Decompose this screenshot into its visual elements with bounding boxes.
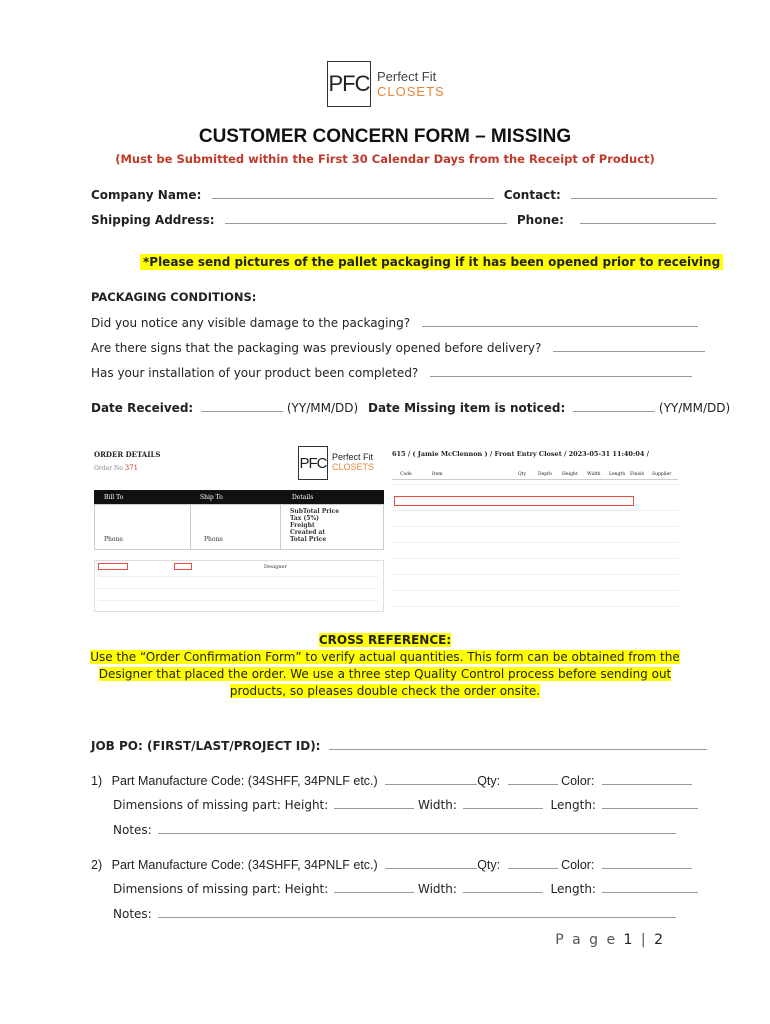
company-label: Company Name: — [91, 188, 202, 202]
job-po-field[interactable] — [329, 738, 707, 750]
date-missing-label: Date Missing item is noticed: — [368, 401, 566, 415]
shipping-field[interactable] — [225, 212, 507, 224]
company-logo — [327, 60, 445, 108]
subtotal-label: SubTotal Price — [290, 508, 340, 515]
footer-page: 1 — [623, 932, 635, 948]
job-po-label: JOB PO: (FIRST/LAST/PROJECT ID): — [91, 739, 321, 753]
item2-color-field[interactable] — [602, 857, 692, 869]
footer-prefix: P a g e — [555, 932, 618, 948]
ship-to-header: Ship To — [200, 494, 223, 501]
footer-separator: | — [640, 932, 648, 948]
date-received-field[interactable] — [201, 400, 283, 412]
item1-color-field[interactable] — [602, 773, 692, 785]
packaging-q3-field[interactable] — [430, 365, 692, 377]
xref-title: CROSS REFERENCE: — [318, 633, 452, 647]
shipping-label: Shipping Address: — [91, 213, 215, 227]
item2-notes-label: Notes: — [113, 907, 152, 921]
closet-header: 615 / ( Jamie McClennon ) / Front Entry Closet / 2023-05-31 11:40:04 / — [392, 450, 650, 458]
date-missing-field[interactable] — [573, 400, 655, 412]
col-length: Length — [609, 472, 626, 477]
packaging-q3: Has your installation of your product been completed? — [91, 366, 419, 380]
form-subtitle: (Must be Submitted within the First 30 Calendar Days from the Receipt of Product) — [115, 152, 655, 166]
total-label: Total Price — [290, 536, 327, 543]
logo-line2: CLOSETS — [377, 84, 445, 99]
item2-code-field[interactable] — [385, 857, 477, 869]
col-depth: Depth — [538, 472, 552, 477]
closet-order-sample — [392, 440, 678, 612]
item1-length-label: Length: — [550, 798, 596, 812]
item2-width-field[interactable] — [463, 881, 543, 893]
logo-mark: PFC — [327, 61, 371, 107]
item1-notes-field[interactable] — [158, 822, 676, 834]
item1-notes-label: Notes: — [113, 823, 152, 837]
order-details-sample — [90, 440, 388, 612]
ship-phone: Phone — [204, 536, 223, 543]
packaging-q1: Did you notice any visible damage to the packaging? — [91, 316, 411, 330]
item2-dim-label: Dimensions of missing part: Height: — [113, 882, 329, 896]
packaging-q1-field[interactable] — [422, 315, 698, 327]
item1-width-label: Width: — [417, 798, 457, 812]
item1-code-field[interactable] — [385, 773, 477, 785]
item1-number: 1) — [91, 774, 103, 788]
col-item: Item — [432, 472, 443, 477]
item1-height-field[interactable] — [334, 797, 414, 809]
packaging-q2: Are there signs that the packaging was previously opened before delivery? — [91, 341, 542, 355]
col-code: Code — [400, 472, 412, 477]
sample-logo-line1: Perfect Fit — [332, 452, 374, 463]
phone-label: Phone: — [516, 213, 564, 227]
packaging-q2-field[interactable] — [553, 340, 705, 352]
col-height: Height — [562, 472, 578, 477]
cross-reference — [0, 632, 770, 700]
item2-qty-label: Qty: — [477, 858, 501, 872]
order-no-label: Order No — [94, 465, 123, 472]
col-supplier: Supplier — [652, 472, 672, 477]
date-received-format: (YY/MM/DD) — [286, 401, 359, 415]
contact-label: Contact: — [503, 188, 561, 202]
item2-length-field[interactable] — [602, 881, 698, 893]
xref-line2: Designer that placed the order. We use a three step Quality Control process before sending out — [98, 667, 672, 681]
item2-code-label: Part Manufacture Code: (34SHFF, 34PNLF etc.) — [111, 858, 378, 872]
pallet-note: *Please send pictures of the pallet packaging if it has been opened prior to receiving — [140, 254, 723, 270]
logo-line1: Perfect Fit — [377, 69, 437, 84]
designer-label: Designer — [264, 564, 287, 570]
xref-line1: Use the “Order Confirmation Form” to verify actual quantities. This form can be obtained from the — [90, 650, 680, 664]
col-finish: Finish — [630, 472, 645, 477]
item2-height-field[interactable] — [334, 881, 414, 893]
date-missing-format: (YY/MM/DD) — [658, 401, 731, 415]
item1-code-label: Part Manufacture Code: (34SHFF, 34PNLF etc.) — [111, 774, 378, 788]
freight-label: Freight — [290, 522, 315, 529]
bill-phone: Phone — [104, 536, 123, 543]
item2-number: 2) — [91, 858, 103, 872]
col-qty: Qty — [518, 472, 527, 477]
order-details-heading: ORDER DETAILS — [94, 450, 161, 459]
page-footer — [555, 932, 665, 948]
created-label: Created at — [290, 529, 326, 536]
item1-color-label: Color: — [561, 774, 595, 788]
bill-to-header: Bill To — [104, 494, 124, 501]
tax-label: Tax (5%) — [290, 515, 319, 522]
company-field[interactable] — [212, 187, 494, 199]
col-width: Width — [587, 472, 601, 477]
item2-width-label: Width: — [417, 882, 457, 896]
item1-dim-label: Dimensions of missing part: Height: — [113, 798, 329, 812]
date-received-label: Date Received: — [91, 401, 194, 415]
sample-logo — [298, 446, 374, 480]
item2-color-label: Color: — [561, 858, 595, 872]
details-header: Details — [292, 494, 314, 501]
contact-field[interactable] — [571, 187, 717, 199]
item1-width-field[interactable] — [463, 797, 543, 809]
phone-field[interactable] — [580, 212, 716, 224]
order-no: 371 — [124, 464, 139, 472]
sample-logo-line2: CLOSETS — [332, 462, 375, 472]
sample-logo-mark: PFC — [298, 446, 328, 480]
item1-qty-field[interactable] — [508, 773, 558, 785]
packaging-heading: PACKAGING CONDITIONS: — [91, 290, 257, 304]
item1-qty-label: Qty: — [477, 774, 501, 788]
item2-notes-field[interactable] — [158, 906, 676, 918]
item1-length-field[interactable] — [602, 797, 698, 809]
form-title: CUSTOMER CONCERN FORM – MISSING — [198, 126, 572, 147]
item2-length-label: Length: — [550, 882, 596, 896]
item2-qty-field[interactable] — [508, 857, 558, 869]
footer-total: 2 — [654, 932, 665, 948]
xref-line3: products, so pleases double check the order onsite. — [229, 684, 541, 698]
